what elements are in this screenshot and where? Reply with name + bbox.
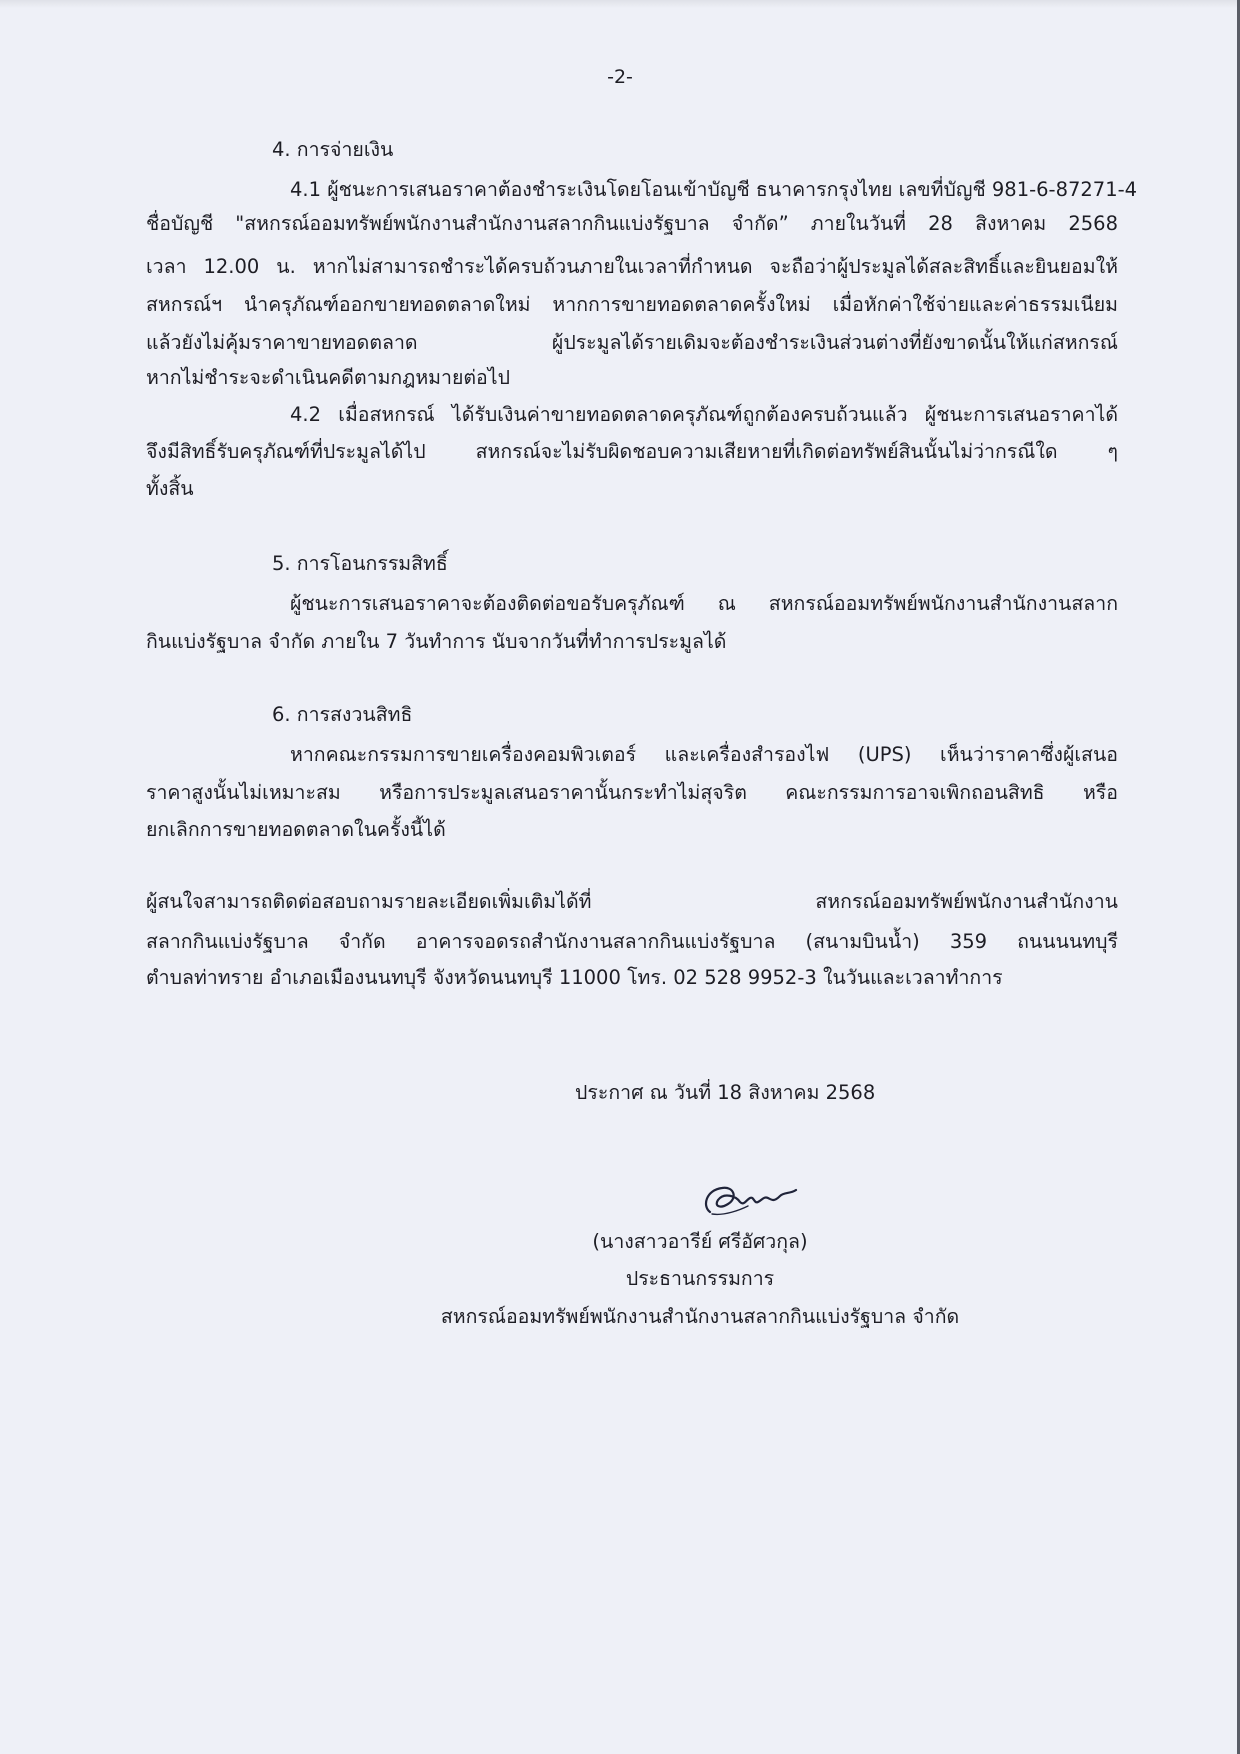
- signer-position: ประธานกรรมการ: [625, 1267, 775, 1290]
- signature-image: [700, 1176, 800, 1222]
- contact-line: สลากกินแบ่งรัฐบาล จำกัด อาคารจอดรถสำนักงานสลากกินแบ่งรัฐบาล (สนามบินน้ำ) 359 ถนนนนทบุรี: [146, 930, 1118, 953]
- contact-line: ตำบลท่าทราย อำเภอเมืองนนทบุรี จังหวัดนนทบุรี 11000 โทร. 02 528 9952-3 ในวันและเวลาทำการ: [146, 966, 1003, 989]
- paragraph-line: กินแบ่งรัฐบาล จำกัด ภายใน 7 วันทำการ นับจากวันที่ทำการประมูลได้: [146, 630, 727, 653]
- signer-name: (นางสาวอารีย์ ศรีอัศวกุล): [592, 1230, 808, 1253]
- page-number: -2-: [607, 66, 633, 88]
- signer-organization: สหกรณ์ออมทรัพย์พนักงานสำนักงานสลากกินแบ่งรัฐบาล จำกัด: [440, 1305, 960, 1328]
- paragraph-line: 4.1 ผู้ชนะการเสนอราคาต้องชำระเงินโดยโอนเข้าบัญชี ธนาคารกรุงไทย เลขที่บัญชี 981-6-87271-4: [290, 178, 1138, 201]
- paragraph-line: สหกรณ์ฯ นำครุภัณฑ์ออกขายทอดตลาดใหม่ หากการขายทอดตลาดครั้งใหม่ เมื่อหักค่าใช้จ่ายและค่าธรรมเนียม: [146, 293, 1118, 316]
- paragraph-line: หากคณะกรรมการขายเครื่องคอมพิวเตอร์ และเครื่องสำรองไฟ (UPS) เห็นว่าราคาซึ่งผู้เสนอ: [290, 743, 1118, 766]
- section-6-heading: 6. การสงวนสิทธิ: [272, 703, 413, 726]
- paragraph-line: ผู้ชนะการเสนอราคาจะต้องติดต่อขอรับครุภัณฑ์ ณ สหกรณ์ออมทรัพย์พนักงานสำนักงานสลาก: [290, 592, 1118, 615]
- paragraph-line: 4.2 เมื่อสหกรณ์ ได้รับเงินค่าขายทอดตลาดครุภัณฑ์ถูกต้องครบถ้วนแล้ว ผู้ชนะการเสนอราคาได้: [290, 403, 1118, 426]
- paragraph-line: ยกเลิกการขายทอดตลาดในครั้งนี้ได้: [146, 818, 446, 841]
- paragraph-line: แล้วยังไม่คุ้มราคาขายทอดตลาด ผู้ประมูลได้รายเดิมจะต้องชำระเงินส่วนต่างที่ยังขาดนั้นให้แก่สหกรณ์: [146, 331, 1118, 354]
- scan-shadow: [0, 0, 1240, 8]
- paragraph-line: ราคาสูงนั้นไม่เหมาะสม หรือการประมูลเสนอราคานั้นกระทำไม่สุจริต คณะกรรมการอาจเพิกถอนสิทธิ หรือ: [146, 781, 1118, 804]
- section-5-heading: 5. การโอนกรรมสิทธิ์: [272, 552, 448, 575]
- contact-line: ผู้สนใจสามารถติดต่อสอบถามรายละเอียดเพิ่มเติมได้ที่ สหกรณ์ออมทรัพย์พนักงานสำนักงาน: [146, 890, 1118, 913]
- paragraph-line: ชื่อบัญชี "สหกรณ์ออมทรัพย์พนักงานสำนักงานสลากกินแบ่งรัฐบาล จำกัด” ภายในวันที่ 28 สิงหาคม 2568: [146, 212, 1118, 235]
- paragraph-line: ทั้งสิ้น: [146, 477, 194, 500]
- paragraph-line: หากไม่ชำระจะดำเนินคดีตามกฎหมายต่อไป: [146, 366, 510, 389]
- paragraph-line: เวลา 12.00 น. หากไม่สามารถชำระได้ครบถ้วนภายในเวลาที่กำหนด จะถือว่าผู้ประมูลได้สละสิทธิ์และยินยอมให้: [146, 255, 1118, 278]
- announcement-date: ประกาศ ณ วันที่ 18 สิงหาคม 2568: [575, 1081, 876, 1104]
- paragraph-line: จึงมีสิทธิ์รับครุภัณฑ์ที่ประมูลได้ไป สหกรณ์จะไม่รับผิดชอบความเสียหายที่เกิดต่อทรัพย์สินนั้นไม่ว่ากรณีใด ๆ: [146, 440, 1118, 463]
- section-4-heading: 4. การจ่ายเงิน: [272, 138, 394, 161]
